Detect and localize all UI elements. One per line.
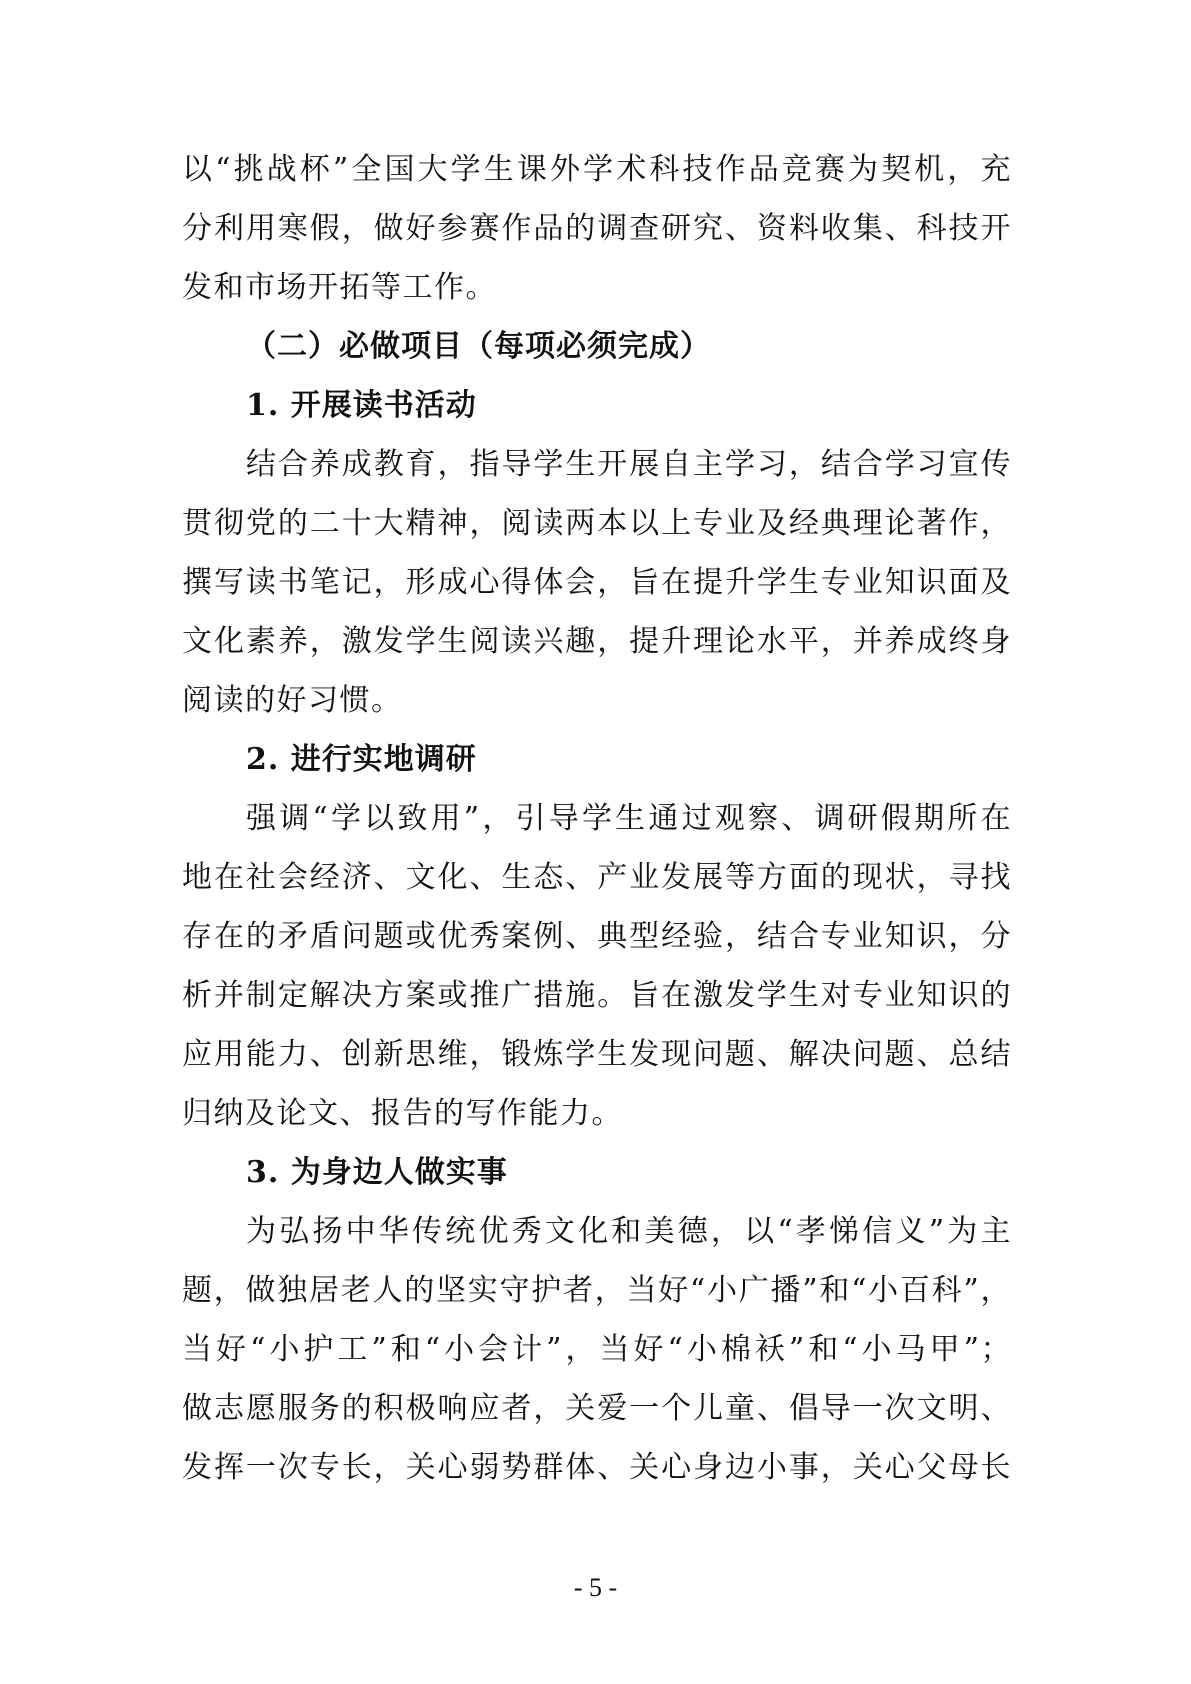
paragraph-line: 地在社会经济、文化、生态、产业发展等方面的现状，寻找 xyxy=(182,860,1012,895)
paragraph-line: 当好“小护工”和“小会计”，当好“小棉袄”和“小马甲”； xyxy=(182,1332,1012,1367)
paragraph-line: 做志愿服务的积极响应者，关爱一个儿童、倡导一次文明、 xyxy=(182,1391,1012,1426)
paragraph-line: 分利用寒假，做好参赛作品的调查研究、资料收集、科技开 xyxy=(182,211,1012,246)
paragraph-line: 析并制定解决方案或推广措施。旨在激发学生对专业知识的 xyxy=(182,978,1012,1013)
item-heading-reading: 1. 开展读书活动 xyxy=(246,388,477,423)
paragraph-line: 应用能力、创新思维，锻炼学生发现问题、解决问题、总结 xyxy=(182,1037,1012,1072)
paragraph-line: 贯彻党的二十大精神，阅读两本以上专业及经典理论著作， xyxy=(182,506,1012,541)
paragraph-line: 文化素养，激发学生阅读兴趣，提升理论水平，并养成终身 xyxy=(182,624,1012,659)
item-heading-service: 3. 为身边人做实事 xyxy=(246,1155,508,1190)
page-number: - 5 - xyxy=(573,1573,618,1602)
paragraph-line: 以“挑战杯”全国大学生课外学术科技作品竞赛为契机，充 xyxy=(182,152,1012,187)
section-heading: （二）必做项目（每项必须完成） xyxy=(246,329,711,364)
paragraph-line: 强调“学以致用”，引导学生通过观察、调研假期所在 xyxy=(246,801,1012,836)
paragraph-line: 撰写读书笔记，形成心得体会，旨在提升学生专业知识面及 xyxy=(182,565,1012,600)
paragraph-line: 阅读的好习惯。 xyxy=(182,683,403,718)
item-heading-research: 2. 进行实地调研 xyxy=(246,742,477,777)
paragraph-line: 题，做独居老人的坚实守护者，当好“小广播”和“小百科”， xyxy=(182,1273,1012,1308)
paragraph-line: 结合养成教育，指导学生开展自主学习，结合学习宣传 xyxy=(246,447,1012,482)
paragraph-line: 发挥一次专长，关心弱势群体、关心身边小事，关心父母长 xyxy=(182,1450,1012,1485)
paragraph-line: 归纳及论文、报告的写作能力。 xyxy=(182,1096,623,1131)
paragraph-line: 存在的矛盾问题或优秀案例、典型经验，结合专业知识，分 xyxy=(182,919,1012,954)
paragraph-line: 为弘扬中华传统优秀文化和美德，以“孝悌信义”为主 xyxy=(246,1214,1012,1249)
paragraph-line: 发和市场开拓等工作。 xyxy=(182,270,497,305)
